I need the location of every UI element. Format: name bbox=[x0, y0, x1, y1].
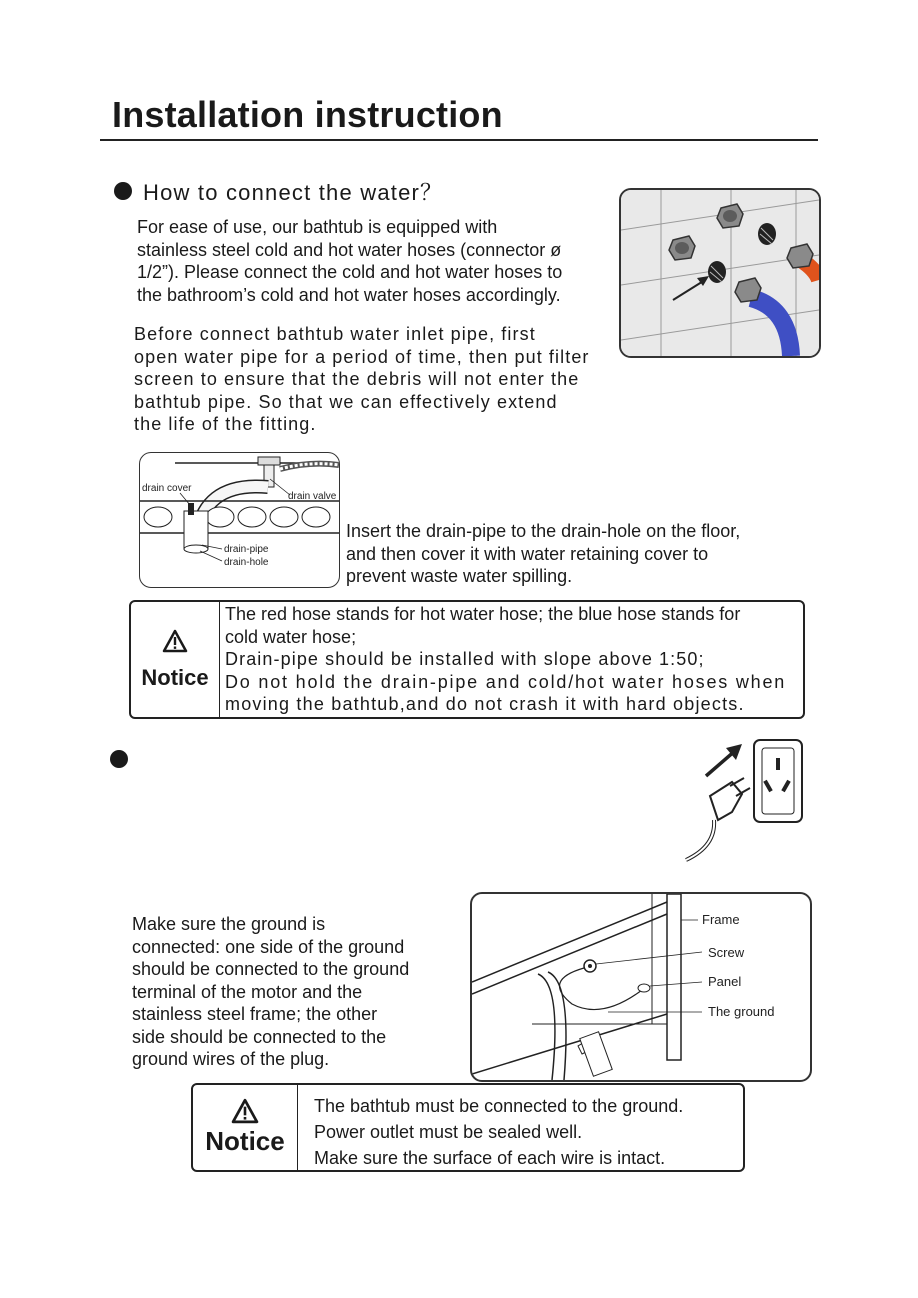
frame-label: Frame bbox=[702, 912, 740, 927]
panel-label: Panel bbox=[708, 974, 742, 989]
ground-label: The ground bbox=[708, 1004, 775, 1019]
notice-label-cell bbox=[131, 602, 220, 717]
ground-line: terminal of the motor and the bbox=[132, 981, 363, 1002]
plug-socket-illustration bbox=[680, 736, 808, 866]
title-divider bbox=[100, 139, 818, 141]
notice-box-ground bbox=[191, 1083, 745, 1172]
page-title: Installation instruction bbox=[112, 94, 503, 135]
notice-line: Make sure the surface of each wire is intact. bbox=[314, 1148, 666, 1168]
notice-label-cell bbox=[193, 1085, 298, 1170]
notice-label: Notice bbox=[205, 1126, 285, 1156]
ground-line: side should be connected to the bbox=[132, 1026, 387, 1047]
filter-line: Before connect bathtub water inlet pipe, first bbox=[134, 324, 536, 344]
warning-triangle-icon bbox=[162, 629, 188, 653]
water-intro-line: 1/2”). Please connect the cold and hot water hoses to bbox=[137, 262, 563, 282]
drain-svg bbox=[140, 453, 339, 587]
drain-illustration bbox=[139, 452, 340, 588]
water-section-heading: How to connect the water？ bbox=[143, 180, 444, 205]
drain-paragraph bbox=[346, 520, 740, 588]
drain-line: Insert the drain-pipe to the drain-hole on the floor, bbox=[346, 521, 741, 541]
notice-text bbox=[225, 603, 786, 716]
filter-line: the life of the fitting. bbox=[134, 414, 317, 434]
ground-frame-svg bbox=[472, 894, 810, 1080]
water-intro-line: the bathroom’s cold and hot water hoses accordingly. bbox=[137, 284, 561, 305]
filter-paragraph bbox=[134, 323, 590, 436]
notice-line: The red hose stands for hot water hose; the blue hose stands for bbox=[225, 604, 741, 624]
hose-connection-illustration bbox=[619, 188, 821, 358]
notice-text bbox=[314, 1093, 683, 1171]
bullet-icon bbox=[114, 182, 132, 200]
notice-line: cold water hose; bbox=[225, 626, 357, 647]
drain-line: prevent waste water spilling. bbox=[346, 566, 573, 586]
filter-line: screen to ensure that the debris will not enter the bbox=[134, 369, 580, 389]
notice-line: moving the bathtub,and do not crash it with hard objects. bbox=[225, 694, 745, 714]
drain-line: and then cover it with water retaining cover to bbox=[346, 543, 709, 564]
drain-pipe-label: drain-pipe bbox=[224, 544, 269, 555]
notice-label: Notice bbox=[141, 664, 209, 690]
bullet-icon bbox=[110, 750, 128, 768]
ground-line: Make sure the ground is bbox=[132, 914, 326, 934]
notice-line: The bathtub must be connected to the ground. bbox=[314, 1096, 684, 1116]
screw-label: Screw bbox=[708, 945, 745, 960]
water-intro-line: For ease of use, our bathtub is equipped with bbox=[137, 217, 498, 237]
filter-line: bathtub pipe. So that we can effectively extend bbox=[134, 391, 558, 412]
ground-paragraph bbox=[132, 913, 409, 1071]
hose-connection-svg bbox=[621, 190, 819, 356]
ground-frame-illustration bbox=[470, 892, 812, 1082]
water-intro-line: stainless steel cold and hot water hoses (connector ø bbox=[137, 239, 562, 260]
drain-valve-label: drain valve bbox=[288, 491, 337, 502]
drain-hole-label: drain-hole bbox=[224, 557, 269, 568]
ground-line: ground wires of the plug. bbox=[132, 1049, 330, 1069]
notice-line: Power outlet must be sealed well. bbox=[314, 1122, 583, 1142]
drain-cover-label: drain cover bbox=[142, 483, 192, 494]
ground-line: connected: one side of the ground bbox=[132, 936, 405, 957]
water-intro-paragraph bbox=[137, 216, 562, 306]
notice-box-water bbox=[129, 600, 805, 719]
notice-line: Do not hold the drain-pipe and cold/hot water hoses when bbox=[225, 671, 787, 692]
warning-triangle-icon bbox=[230, 1098, 260, 1124]
ground-line: stainless steel frame; the other bbox=[132, 1004, 378, 1024]
notice-line: Drain-pipe should be installed with slope above 1:50; bbox=[225, 649, 705, 669]
ground-line: should be connected to the ground bbox=[132, 959, 410, 979]
filter-line: open water pipe for a period of time, then put filter bbox=[134, 346, 590, 367]
